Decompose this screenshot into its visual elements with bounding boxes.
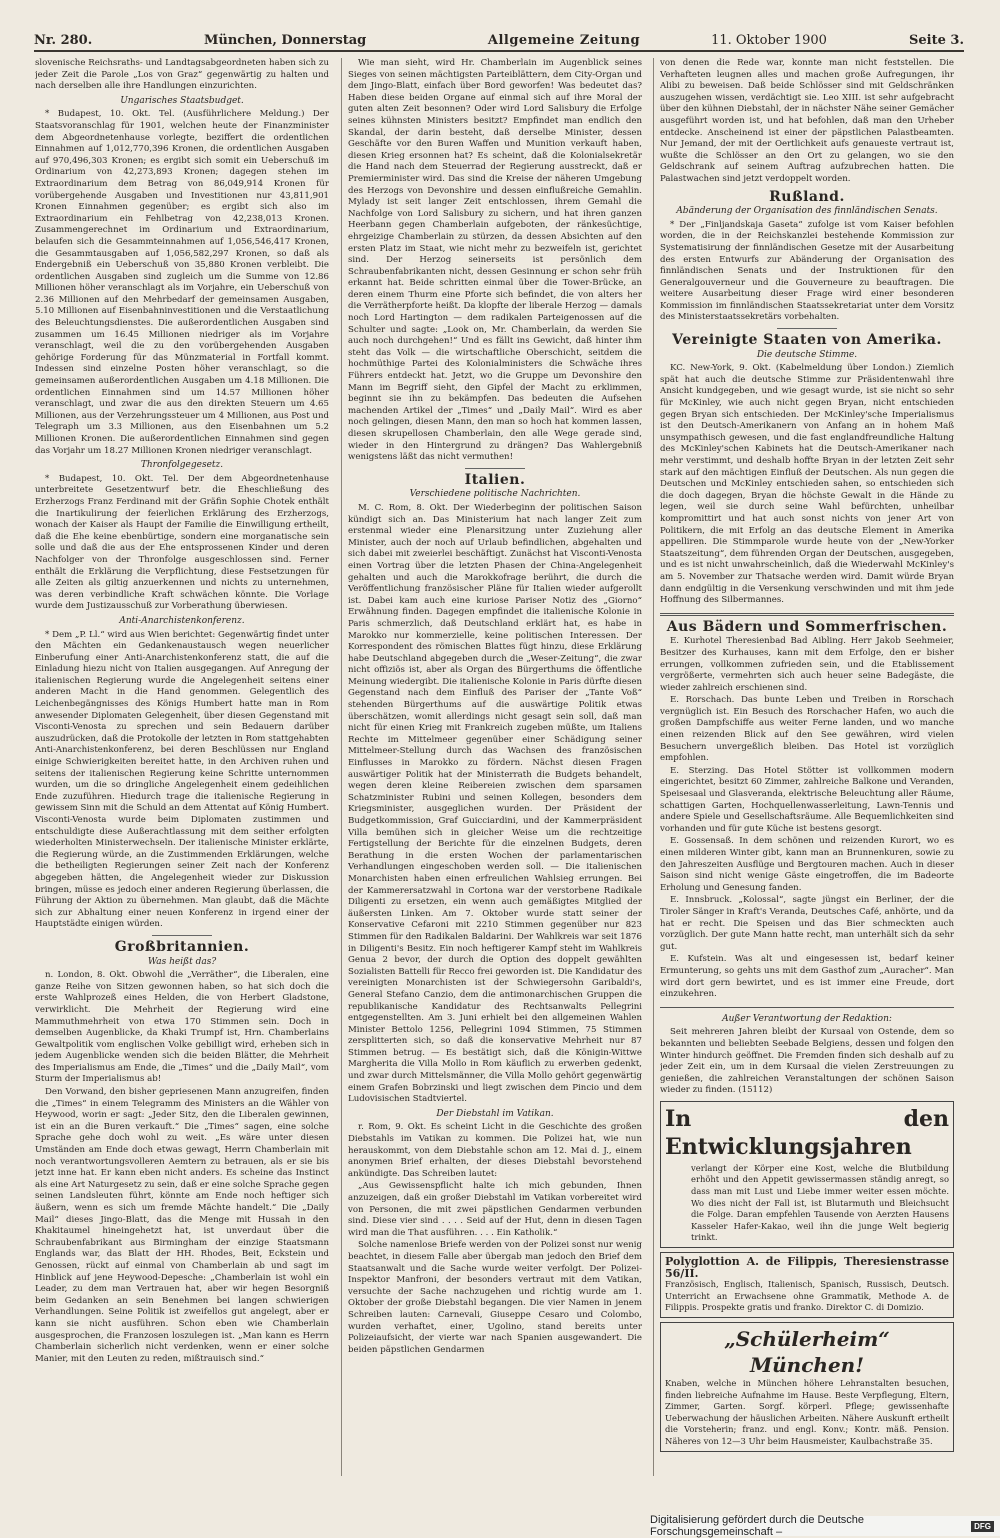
section-rule (660, 613, 954, 616)
place-day: München, Donnerstag (204, 32, 367, 48)
ad-title: „Schülerheim“ München! (724, 1327, 890, 1377)
column-3 (660, 58, 954, 1476)
ad-text: Knaben, welche in München höhere Lehranstalten besuchen, finden liebreiche Aufnahme im Hause. Beste Verpflegung, Eltern, Zimmer, Garten. Sorgf. körperl. Pflege; gewissenhafte Ueberwachung der häuslichen Arbeiten. Nähere Auskunft ertheilt die Vorsteherin; franz. und engl. Konv.; Kontr. mäß. Pension. Näheres von 12—3 Uhr beim Hausmeister, Kaulbachstraße 35. (665, 1378, 949, 1446)
heading-italien: Italien. (464, 471, 526, 488)
notice-text: Seit mehreren Jahren bleibt der Kursaal von Ostende, dem so bekannten und beliebten Seebade Belgiens, dessen und folgen den Winter hindurch geöffnet. Die Fremden finden sich deshalb auf zu jeder Zeit ein, um in dem Kursaal die vielen Zerstreuungen zu genießen, die zahlreichen Veranstaltungen der schönen Saison wieder zu finden. (15112) (660, 1027, 954, 1096)
resort-item: E. Rorschach. Das bunte Leben und Treiben in Rorschach vergnüglich ist. Ein Besuch des Rorschacher Hafen, wo auch die großen Dampfschiffe aus weiter Ferne landen, und wo manche einen reizenden Blick auf den See gewähren, wird vielen Besuchern unvergeßlich bleiben. Das Hotel ist vorzüglich empfohlen. (660, 695, 954, 764)
footer-text: Digitalisierung gefördert durch die Deutsche Forschungsgemeinschaft – (650, 1514, 865, 1538)
digitization-footer (650, 1516, 1000, 1536)
heading-grossbritannien: Großbritannien. (114, 938, 250, 955)
subheading-senat: Abänderung der Organisation des finnländischen Senats. (676, 206, 938, 217)
column-1 (35, 58, 329, 1476)
column-divider (341, 58, 342, 1476)
heading-russland: Rußland. (769, 188, 845, 205)
ad-title: In den Entwicklungsjahren (665, 1105, 949, 1160)
heading-vereinigte-staaten: Vereinigte Staaten von Amerika. (672, 332, 942, 349)
advertisement-entwicklungsjahre (660, 1101, 954, 1248)
section-rule (777, 328, 837, 329)
resort-item: E. Gossensaß. In dem schönen und reizenden Kurort, wo es einen milderen Winter gibt, kann man an Brunnenkuren, sowie zu den Jahreszeiten Ausflüge und Bergtouren machen. Auch in dieser Saison sind nicht wenige Gäste eingetroffen, die im Badeorte Erholung und Genesung fanden. (660, 836, 954, 893)
section-rule (465, 468, 525, 469)
advertisement-schuelerheim (660, 1322, 954, 1452)
paragraph: n. London, 8. Okt. Obwohl die „Verräther“, die Liberalen, eine ganze Reihe von Sitzen gewonnen haben, so hat sich doch die erste Wahlprozeß eines Helden, die von Herbert Gladstone, verwirklicht. Die Mehrheit der Regierung wird eine Mammuthmehrheit von etwa 170 Stimmen sein. Doch in demselben Augenblicke, da Khaki Trumpf ist, Hrn. Chamberlains Gewaltpolitik vom englischen Volke gebilligt wird, erheben sich in jedem Augenblicke wenden sich die beiden Blätter, die Mehrheit des Imperialismus am Ende, die „Times“ und die „Daily Mail“, vom Sturm der Imperialismus ab! (35, 970, 329, 1085)
ad-title: Polyglottion A. de Filippis, Theresienstrasse 56/II. (665, 1255, 949, 1280)
paragraph: * Budapest, 10. Okt. Tel. (Ausführlichere Meldung.) Der Staatsvoranschlag für 1901, welchen heute der Finanzminister dem Abgeordnetenhause vorlegte, beziffert die ordentlichen Einnahmen auf 1,012,770,396 Kronen, die ordentlichen Ausgaben auf 970,496,303 Kronen; es ergibt sich somit ein Ueberschuß im Ordinarium von 42,273,893 Kronen; dagegen stehen im Extraordinarium dem Betrag von 86,049,914 Kronen für vorübergehende Ausgaben und Investitionen nur 43,811,901 Kronen Einnahmen gegenüber; es ergibt sich also im Extraordinarium ein Fehlbetrag von 42,238,013 Kronen. Zusammengerechnet im Ordinarium und Extraordinarium, belaufen sich die Gesammteinnahmen auf 1,056,546,417 Kronen, die Gesammtausgaben auf 1,056,582,297 Kronen, so daß als Endergebniß ein Ueberschuß von 35,880 Kronen verbleibt. Die ordentlichen Ausgaben sind zugleich um die Summe von 12.86 Millionen höher veranschlagt als im Vorjahre, ein Ueberschuß von 2.36 Millionen auf den Mehrbedarf der gemeinsamen Ausgaben, 5.10 Millionen auf Eisenbahninvestitionen und die Verstaatlichung des Beleuchtungsdienstes. Die außerordentlichen Ausgaben sind zusammen um 16.45 Millionen niedriger als im Vorjahre veranschlagt, weil die zu den vorübergehenden Ausgaben gehörige Forderung für das Münzmaterial in Fortfall kommt. Indessen sind einzelne Posten höher veranschlagt, so die gemeinsamen außerordentlichen Ausgaben um 4.18 Millionen. Die ordentlichen Einnahmen sind um 14.57 Millionen höher veranschlagt, und zwar die aus den direkten Steuern um 4.65 Millionen, aus der Verzehrungssteuer um 4 Millionen, aus Post und Telegraph um 3.3 Millionen, aus den Eisenbahnen um 5.2 Millionen Kronen. Die außerordentlichen Einnahmen sind gegen das Vorjahr um 18.27 Millionen Kronen niedriger veranschlagt. (35, 109, 329, 456)
subheading-budget: Ungarisches Staatsbudget. (120, 95, 244, 106)
page-number: Seite 3. (909, 32, 964, 48)
paragraph: Wie man sieht, wird Hr. Chamberlain im Augenblick seines Sieges von seinen mächtigsten Parteiblättern, dem City-Organ und dem Jingo-Blatt, einfach über Bord geworfen! Was bedeutet das? Haben diese beiden Organe auf einmal sich auf ihre Moral der guten alten Zeit besonnen? Oder wird Lord Salisbury die Erfolge seines kühnsten Ministers besitzt? Empfindet man endlich den Skandal, der darin besteht, daß derselbe Minister, dessen Geschäfte vor den Buren Waffen und Munition verkauft haben, diesen Krieg ersonnen hat? Es scheint, daß die Kolonialsekretär die Hand nach dem Steuerrad der Regierung ausstreckt, daß er Premierminister wird. Das sind die Kreise der näheren Umgebung des Herzogs von Devonshire und dessen einflußreiche Gemahlin. Mylady ist seit langer Zeit entschlossen, ihrem Gemahl die Nachfolge von Lord Salisbury zu sichern, und hat ihren ganzen Heerbann gegen Chamberlain aufgeboten, der ränkesüchtige, ehrgeizige Chamberlain zu stürzen, da dessen Absichten auf den ersten Platz im Staat, wie nicht mehr zu bezweifeln ist, gerichtet sind. Der Herzog seinerseits ist persönlich dem Schraubenfabrikanten nicht, dessen Gesinnung er schon sehr früh erkannt hat. Beide schritten einmal über die Tower-Brücke, an deren einem Thurm eine Pforte sich befindet, die von alters her die Verrätherpforte heißt. Da klopfte der liberale Herzog — damals noch Lord Hartington — dem radikalen Parteigenossen auf die Schulter und sagte: „Look on, Mr. Chamberlain, da werden Sie auch noch durchgehen!“ Und es fällt ins Gewicht, daß hinter ihm steht das Volk — die wirtschaftliche Oberschicht, seitdem die hochmüthige Partei des Kolonialministers die Schwäche ihres Führers entdeckt hat. Jetzt, wo die Gruppe um Devonshire den Mann im Begriff sieht, den Gipfel der Macht zu erklimmen, beginnt sie ihn zu bekämpfen. Das bedeuten die Aufsehen machenden Artikel der „Times“ und „Daily Mail“. Wird es aber noch gelingen, diesen Mann, den man so hoch hat kommen lassen, diesen skrupellosen Chamberlain, den alle Wege gerade sind, wieder in den Hintergrund zu drängen? Das Wahlergebniß wenigstens läßt das nicht vermuthen! (348, 58, 642, 463)
section-rule (660, 1007, 954, 1008)
column-divider (653, 58, 654, 1476)
resort-item: E. Innsbruck. „Kolossal“, sagte jüngst ein Berliner, der die Tiroler Sänger in Kraft's Veranda, Deutsches Café, anhörte, und da hat er recht. Die Speisen und das Bier schmeckten auch vorzüglich. Der gute Mann hatte recht, man unterhält sich da sehr gut. (660, 895, 954, 952)
advertisement-polyglottion (660, 1252, 954, 1318)
paragraph: „Aus Gewissenspflicht halte ich mich gebunden, Ihnen anzuzeigen, daß ein großer Diebstahl im Vatikan vorbereitet wird von Personen, die mit zwei päpstlichen Gendarmen verbunden sind. Diese vier sind . . . . Seid auf der Hut, denn in diesen Tagen wird man die That ausführen. . . . Ein Katholik.“ (348, 1181, 642, 1238)
paragraph: * Der „Finljandskaja Gaseta“ zufolge ist vom Kaiser befohlen worden, die in der Reichskanzlei bestehende Kommission zur Systematisirung der finnländischen Gesetze mit der Ausarbeitung des ersten Entwurfs zur Abänderung der Organisation des finnländischen Senats und der Instruktionen für den Generalgouverneur und die Gouverneure zu beauftragen. Die weitere Ausarbeitung dieser Frage wird einer besonderen Kommission im finnländischen Staatssekretariat unter dem Vorsitz des Ministerstaatssekretärs vorbehalten. (660, 219, 954, 323)
subheading-was-heisst: Was heißt das? (147, 956, 217, 967)
ad-text: verlangt der Körper eine Kost, welche die Blutbildung erhöht und den Appetit gewissermassen ständig anregt, so dass man mit Lust und Liebe immer weiter essen möchte. Wo dies nicht der Fall ist, ist Blutarmuth und Bleichsucht die Folge. Daran empfehlen Tausende von Aerzten Hausens Kasseler Hafer-Kakao, weil ihn die junge Welt begierig trinkt. (691, 1162, 949, 1243)
subheading-thronfolge: Thronfolgegesetz. (140, 460, 224, 471)
paragraph: M. C. Rom, 8. Okt. Der Wiederbeginn der politischen Saison kündigt sich an. Das Ministerium hat nach langer Zeit zum erstenmal wieder eine Plenarsitzung unter Zuziehung aller Minister, auch der noch auf Urlaub befindlichen, abgehalten und sich dabei mit zweierlei beschäftigt. Zunächst hat Visconti-Venosta einen Vortrag über die letzten Phasen der China-Angelegenheit gehalten und auch die Marokkofrage berührt, die durch die Veröffentlichung französischer Pläne für Italien wieder aufgerollt ist. Dabei kam auch eine kuriose Pariser Notiz des „Giorno“ Erwähnung finden. Dagegen empfindet die italienische Kolonie in Paris schmerzlich, daß Deutschland erklärt hat, es habe in Marokko nur kommerzielle, keine politischen Interessen. Der Korrespondent des römischen Blattes fügt hinzu, diese Erklärung habe Deutschland abgegeben durch die „Weser-Zeitung“, die zwar nicht offiziös ist, aber als Organ des Bürgerthums die öffentliche Meinung wiedergibt. Die italienische Kolonie in Paris dürfte diesen Gegenstand nach dem Einfluß des Pariser der „Tante Voß“ stehenden Bürgerthums auf die auswärtige Politik etwas überschätzen, womit allerdings nicht gesagt sein soll, daß man nicht für einen Krieg mit Frankreich zugeben müßte, um Italiens Rechte im Mittelmeer gegenüber einer Schädigung seiner Mittelmeer-Stellung durch das Wachsen des französischen Einflusses in Marokko zu fördern. Nächst diesen Fragen auswärtiger Politik hat der Ministerrath die Budgets behandelt, wegen deren kleine Reibereien zwischen dem sparsamen Schatzminister Rubini und seinen Kollegen, besonders dem Kriegsminister, ausgeglichen wurden. Der Präsident der Budgetkommission, Graf Guicciardini, und der Kammerpräsident Villa bemühen sich in gleicher Weise um die rechtzeitige Fertigstellung der Berichte für die einzelnen Budgets, deren Berathung in die ersten Wochen der parlamentarischen Verhandlungen eingeschoben werden soll. — Die italienischen Monarchisten haben einen erfreulichen Wahlsieg errungen. Bei der Kammerersatzwahl in Cortona war der verstorbene Radikale Diligenti zu ersetzen, ein wenn auch gemäßigtes Mitglied der äußersten Linken. Am 7. Oktober wurde statt seiner der Konservative Cefaroni mit 2210 Stimmen gegenüber nur 823 Stimmen für den Radikalen Baldarini. Der Wahlkreis war seit 1876 in Diligenti's Besitz. Ein noch heftigerer Kampf steht im Wahlkreis Genua 2 bevor, der durch die Option des doppelt gewählten Sozialisten Battelli für Recco frei geworden ist. Die Kandidatur des vereinigten Monarchisten ist der Schwiegersohn Garibaldi's, General Stefano Canzio, dem die antimonarchischen Gruppen die republikanische Kandidatur des Rechtsanwalts Pellegrini entgegenstellten. Am 3. Juni erhielt bei den allgemeinen Wahlen Minister Bettolo 1256, Pellegrini 1094 Stimmen, 75 Stimmen zersplitterten sich, so daß die konservative Mehrheit nur 87 Stimmen betrug. — Es bestätigt sich, daß die Königin-Wittwe Margherita die Villa Mollo in Rom käuflich zu erwerben gedenkt, und zwar durch Mittelsmänner, die Villa Mollo gehört gegenwärtig einem Grafen Bobrzinski und liegt zwischen dem Pincio und dem Ludovisischen Stadtviertel. (348, 502, 642, 1105)
issue-date: 11. Oktober 1900 (711, 32, 827, 48)
subheading-politische-nachrichten: Verschiedene politische Nachrichten. (409, 489, 581, 500)
paragraph: von denen die Rede war, konnte man nicht feststellen. Die Verhafteten leugnen alles und machen große Aufregungen, ihr Alibi zu beweisen. Daß beide Schlösser sind mit Geldschränken auszugehen wissen, verdächtigt sie. Leo XIII. ist sehr aufgebracht über den kühnen Diebstahl, der in nächster Nähe seiner Gemächer ausgeführt worden ist, und hat befohlen, daß man den Urheber entdecke. Anscheinend ist einer der päpstlichen Palastbeamten. Nur Jemand, der mit der Oertlichkeit aufs genaueste vertraut ist, wußte die Schlösser an den Ort zu gelangen, wo sie den Geldschrank auf seinem Auftrag aufzubrechen hatten. Die Palastwachen sind jetzt verdoppelt worden. (660, 58, 954, 184)
subheading-diebstahl: Der Diebstahl im Vatikan. (436, 1108, 554, 1119)
notice-heading: Außer Verantwortung der Redaktion: (722, 1013, 892, 1024)
resort-item: E. Kurhotel Theresienbad Bad Aibling. Herr Jakob Seehmeier, Besitzer des Kurhauses, kann mit dem Erfolge, den er bisher errungen, vollkommen zufrieden sein, und die Etablissement vergrößerte, vermehrten sich auch heuer seine Badegäste, die wieder zahlreich erschienen sind. (660, 636, 954, 693)
paragraph: r. Rom, 9. Okt. Es scheint Licht in die Geschichte des großen Diebstahls im Vatikan zu kommen. Die Polizei hat, wie nun herauskommt, von dem Diebstahle schon am 12. Mai d. J., einem anonymen Brief erhalten, der dieses Diebstahl bevorstehend ankündigte. Das Schreiben lautet: (348, 1122, 642, 1179)
paragraph: KC. New-York, 9. Okt. (Kabelmeldung über London.) Ziemlich spät hat auch die deutsche Stimme zur Präsidentenwahl ihre Ansicht kundgegeben, und wie gesagt wurde, ist sie nicht so sehr für McKinley, wie auch nicht gegen Bryan, nicht entschieden gegen Bryan sich entschieden. Der McKinley'sche Imperialismus ist den Deutsch-Amerikanern von Anfang an in hohem Maß unsympathisch gewesen, und die fast englandfreundliche Haltung des McKinley'schen Kabinets hat die Deutsch-Amerikaner nach mehr verstimmt, und deshalb hoffte Bryan in der letzten Zeit sehr stark auf den mächtigen Einfluß der Deutschen. Als nun gegen die Deutschen und McKinley entschieden sahen, so entschieden sich die doch dagegen, Bryan die höchste Gewalt in die Hände zu legen, weil sie durch seine Wahl befürchten, unheilbar kompromittirt und hat auch sonst nichts von jener Art von Politikern, die mit Erfolg an das deutsche Element in Amerika appelliren. Die Stimmparole wurde heute von der „New-Yorker Staatszeitung“, dem führenden Organ der Deutschen, ausgegeben, und es ist nicht unwahrscheinlich, daß die Wiederwahl McKinley's am 5. November zur Thatsache werden wird. Damit würde Bryan dann endgültig in die Versenkung verschwinden und mit ihm jede Hoffnung des Silbermannes. (660, 363, 954, 606)
paragraph: Den Vorwand, den bisher gepriesenen Mann anzugreifen, finden die „Times“ in einem Telegramm des Ministers an die Wähler von Heywood, worin er sagt: „Jeder Sitz, den die Liberalen gewinnen, ist ein an die Buren verkauft.“ Die „Times“ sagen, eine solche Sprache gehe doch wohl zu weit. „Es wäre unter diesen Umständen am Ende doch etwas gewagt, Herrn Chamberlain mit noch verantwortungsvolleren Aemtern zu betrauen, als er sie bis jetzt inne hat. Er kann eben nicht anders. Es scheine das Instinct als eine Art Naturgesetz zu sein, daß er eine solche Sprache gegen seinen Landsleuten führt, könnte am Ende noch heftiger sich äußern, wenn es sich um fremde Mächte handelt.“ Die „Daily Mail“ dieses Jingo-Blatt, das die Menge mit Hussah in den Khakitaumel hineingehetzt hat, ist unverdaut über die Schraubenfabrikant aus Birmingham der einzige Staatsmann Englands war, das Blatt der HH. Rhodes, Beit, Eckstein und Genossen, rückt auf einmal von Chamberlain ab und sagt im Hinblick auf jene Heywood-Depesche: „Chamberlain ist wohl ein Leader, zu dem man Vertrauen hat, aber wir hegen Besorgniß beim Gedanken an sein Benehmen bei langen schwierigen Verhandlungen. Seine Politik ist zweifellos gut angelegt, aber er kann sie nicht ausführen. Schon eben wie Chamberlain ausgesprochen, die Franzosen loszulegen ist. „Man kann es Herrn Chamberlain sicherlich nicht verdenken, wenn er einer solche Manier, mit den Leuten zu reden, mißtrauisch sind.“ (35, 1087, 329, 1364)
subheading-deutsche-stimme: Die deutsche Stimme. (756, 349, 858, 360)
header-rule (34, 50, 964, 52)
paragraph: * Budapest, 10. Okt. Tel. Der dem Abgeordnetenhause unterbreitete Gesetzentwurf betr. die Eheschließung des Erzherzogs Franz Ferdinand mit der Gräfin Sophie Chotek enthält die Inartikulirung der feierlichen Erklärung des Erzherzogs, wonach der Kaiser als Haupt der Familie die Einwilligung ertheilt, daß die Ehe keine ebenbürtige, sondern eine morganatische sein solle und daß die aus der Ehe entsprossenen Kinder und deren Nachfolger von der Thronfolge ausgeschlossen sind. Ferner enthält die Erklärung die Verpflichtung, diese Festsetzungen für alle Zeiten als giltig anzuerkennen und nichts zu unternehmen, was deren verbindliche Kraft schwächen könnte. Die Vorlage wurde dem Justizausschuß zur Vorberathung überwiesen. (35, 473, 329, 612)
resort-item: E. Kufstein. Was alt und eingesessen ist, bedarf keiner Ermunterung, so gehts uns mit dem Gasthof zum „Auracher“. Man wird dort gern bewirtet, und es ist immer eine Freude, dort einzukehren. (660, 954, 954, 1000)
ad-text: Französisch, Englisch, Italienisch, Spanisch, Russisch, Deutsch. Unterricht an Erwachsene ohne Grammatik, Methode A. de Filippis. Prospekte gratis und franko. Direktor C. di Domizio. (665, 1279, 949, 1313)
heading-baedern: Aus Bädern und Sommerfrischen. (666, 618, 948, 635)
column-2 (348, 58, 642, 1476)
newspaper-title: Allgemeine Zeitung (487, 32, 641, 48)
paragraph: slovenische Reichsraths- und Landtagsabgeordneten haben sich zu jeder Zeit die Parole „Los von Graz“ gegenwärtig zu halten und nach derselben alle ihre Handlungen einzurichten. (35, 58, 329, 92)
paragraph: Solche namenlose Briefe werden von der Polizei sonst nur wenig beachtet, in diesem Falle aber übergab man jedoch den Brief dem Staatsanwalt und die Sache wurde weiter verfolgt. Der Polizei-Inspektor Manfroni, der besonders vertraut mit dem Vatikan, versuchte der Sache nachzugehen und richtig wurde am 1. Oktober der große Diebstahl begangen. Die vier Namen in jenem Schreiben lauten: Carnevali, Giuseppe Cesaro und Colombo, wurden verhaftet, einer, Ugolino, stand bereits unter Polizeiaufsicht, der vierte war nach Spanien ausgewandert. Die beiden päpstlichen Gendarmen (348, 1240, 642, 1355)
masthead (34, 30, 964, 50)
section-rule (152, 935, 212, 936)
dfg-logo: DFG (971, 1521, 994, 1532)
resort-item: E. Sterzing. Das Hotel Stötter ist vollkommen modern eingerichtet, besitzt 60 Zimmer, zahlreiche Balkone und Veranden, Speisesaal und Glasveranda, elektrische Beleuchtung aller Räume, schattigen Garten, Hochquellenwasserleitung, Lawn-Tennis und andere Spiele und Gesellschaftsräume. Alle Bequemlichkeiten sind vorhanden und für gute Küche ist bestens gesorgt. (660, 765, 954, 834)
subheading-anarchisten: Anti-Anarchistenkonferenz. (119, 615, 245, 626)
paragraph: * Dem „P. Ll.“ wird aus Wien berichtet: Gegenwärtig findet unter den Mächten ein Gedankenaustausch wegen neuerlicher Einberufung einer Anti-Anarchistenkonferenz statt, die auf die Einladung hiezu nicht von Italien ausgegangen. Auf Anregung der italienischen Regierung wurde die Angelegenheit seitens einer anderen Macht in die Hand genommen. Gelegentlich des Leichenbegängnisses des Königs Humbert hatte man in Rom anwesender Diplomaten Gelegenheit, über diesen Gegenstand mit Visconti-Venosta zu sprechen und sein Bedauern darüber auszudrücken, daß die Protokolle der letzten in Rom stattgehabten Anti-Anarchistenkonferenz, bei deren Beschlüssen nur England einige Schwierigkeiten bereitet hatte, in den Archiven ruhen und seitens der italienischen Regierung keine Schritte unternommen wurden, um die so dringliche Angelegenheit einem gedeihlichen Ende zuzuführen. Hiedurch trage die italienische Regierung in gewissem Sinn mit die Schuld an dem Attentat auf König Humbert. Visconti-Venosta wurde beim Diplomaten zustimmen und entschuldigte diese Außerachtlassung mit dem seither erfolgten wiederholten Ministerwechseln. Der italienische Minister erklärte, die Regierung würde, an die Zustimmenden Erklärungen, welche die betheiligten Regierungen seiner Zeit nach der Konferenz abgegeben hätten, die Angelegenheit wieder zur Diskussion bringen, müsse es jedoch einer anderen Regierung überlassen, die Führung der Aktion zu übernehmen. Man glaubt, daß die Mächte sich zur Abhaltung einer neuen Konferenz in irgend einer der Hauptstädte einigen würden. (35, 629, 329, 930)
issue-number: Nr. 280. (34, 32, 93, 48)
